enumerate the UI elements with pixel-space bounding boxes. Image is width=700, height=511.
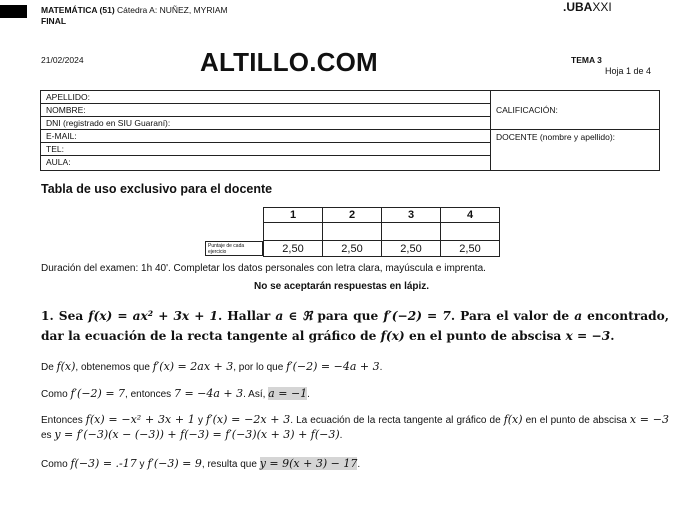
sol-text: , resulta que xyxy=(201,459,260,470)
exam-instructions: Duración del examen: 1h 40'. Completar los datos personales con letra clara, mayúscula e imprenta. xyxy=(41,263,486,274)
q1-math: a xyxy=(574,309,583,323)
student-fields xyxy=(41,91,491,170)
sol-math: f(x) xyxy=(56,360,76,373)
q1-text: . Para el valor de xyxy=(450,309,575,323)
score-header-2: 2 xyxy=(323,208,382,223)
docente-field[interactable]: DOCENTE (nombre y apellido): xyxy=(496,132,616,142)
q1-math: a ∈ ℜ xyxy=(275,309,313,323)
student-info-box xyxy=(40,90,660,171)
page-indicator: Hoja 1 de 4 xyxy=(605,66,652,76)
sol-text: . Así, xyxy=(243,389,269,400)
sol-math: f′(x) = 2ax + 3 xyxy=(152,360,234,373)
sol-text: Entonces xyxy=(41,415,86,426)
sol-math: f′(−3) = 9 xyxy=(147,457,202,470)
q1-text: para que xyxy=(312,309,384,323)
score-cell-4[interactable] xyxy=(441,223,500,241)
q1-math: x = −3 xyxy=(565,329,611,343)
sol-text: y xyxy=(194,415,206,426)
header-black-bar xyxy=(0,5,27,18)
exam-date: 21/02/2024 xyxy=(41,55,84,65)
sol-math: f(x) = −x² + 3x + 1 xyxy=(85,413,195,426)
question-1 xyxy=(41,306,669,346)
q1-text: 1. Sea xyxy=(41,309,89,323)
uba-logo xyxy=(563,0,612,14)
score-table xyxy=(263,207,500,257)
sol-text: Como xyxy=(41,389,71,400)
sol-math: f(x) xyxy=(503,413,523,426)
sol-text: . xyxy=(339,430,343,441)
course-catedra: Cátedra A: NUÑEZ, MYRIAM xyxy=(117,5,228,15)
sol-math: 7 = −4a + 3 xyxy=(173,387,244,400)
q1-text: . xyxy=(610,329,615,343)
pencil-warning: No se aceptarán respuestas en lápiz. xyxy=(254,281,430,292)
uba-logo-bold: .UBA xyxy=(563,0,593,14)
sol-math: y = f′(−3)(x − (−3)) + f(−3) = f′(−3)(x + 3) + f(−3) xyxy=(54,428,340,441)
highlighted-result: a = −1 xyxy=(268,387,308,400)
q1-text: encontrado, dar la ecuación de la recta tangente al gráfico de xyxy=(41,309,670,343)
sol-text: es xyxy=(41,430,55,441)
score-cell-2[interactable] xyxy=(323,223,382,241)
sol-text: . xyxy=(379,362,383,373)
sol-math: x = −3 xyxy=(629,413,669,426)
score-value-4: 2,50 xyxy=(441,241,500,257)
sol-math: f′(−2) = 7 xyxy=(70,387,126,400)
score-table-title: Tabla de uso exclusivo para el docente xyxy=(41,182,273,196)
score-cell-3[interactable] xyxy=(382,223,441,241)
field-aula[interactable]: AULA: xyxy=(46,157,71,168)
score-value-3: 2,50 xyxy=(382,241,441,257)
course-title xyxy=(41,5,228,15)
course-name: MATEMÁTICA (51) xyxy=(41,5,115,15)
field-apellido[interactable]: APELLIDO: xyxy=(41,91,490,104)
sol-text: y xyxy=(136,459,148,470)
sol-math: f(−3) = .-17 xyxy=(70,457,137,470)
score-value-2: 2,50 xyxy=(323,241,382,257)
sol-text: Como xyxy=(41,459,71,470)
solution-line-4 xyxy=(41,457,669,472)
score-header-1: 1 xyxy=(264,208,323,223)
field-nombre[interactable]: NOMBRE: xyxy=(41,104,490,117)
brand-title: ALTILLO.COM xyxy=(200,47,378,77)
sol-math: f′(−2) = −4a + 3 xyxy=(286,360,380,373)
score-header-3: 3 xyxy=(382,208,441,223)
q1-math: f(x) xyxy=(380,329,405,343)
score-cell-1[interactable] xyxy=(264,223,323,241)
tema-label: TEMA 3 xyxy=(571,55,602,65)
field-dni[interactable]: DNI (registrado en SIU Guaraní): xyxy=(41,117,490,130)
score-value-1: 2,50 xyxy=(264,241,323,257)
q1-math: f(x) = ax² + 3x + 1 xyxy=(88,309,218,323)
sol-text: en el punto de abscisa xyxy=(522,415,630,426)
score-row-label: Puntaje de cada ejercicio xyxy=(205,241,263,256)
sol-text: . xyxy=(307,389,310,400)
sol-text: . La ecuación de la recta tangente al gráfico de xyxy=(290,415,504,426)
sol-text: , por lo que xyxy=(233,362,287,373)
solution-line-3 xyxy=(41,413,669,443)
sol-text: , entonces xyxy=(125,389,174,400)
exam-type: FINAL xyxy=(41,16,67,26)
highlighted-final-answer: y = 9(x + 3) − 17 xyxy=(259,457,358,470)
q1-text: en el punto de abscisa xyxy=(404,329,566,343)
sol-math: f′(x) = −2x + 3 xyxy=(206,413,291,426)
q1-math: f′(−2) = 7 xyxy=(383,309,451,323)
sol-text: . xyxy=(357,459,361,470)
field-email[interactable]: E-MAIL: xyxy=(41,130,490,143)
sol-text: De xyxy=(41,362,57,373)
uba-logo-suffix: XXI xyxy=(592,0,612,14)
solution-line-1 xyxy=(41,360,669,375)
q1-text: . Hallar xyxy=(218,309,276,323)
field-tel[interactable]: TEL: xyxy=(41,143,490,156)
solution-line-2 xyxy=(41,387,669,402)
score-header-4: 4 xyxy=(441,208,500,223)
sol-text: , obtenemos que xyxy=(75,362,153,373)
calificacion-field[interactable]: CALIFICACIÓN: xyxy=(491,91,659,130)
